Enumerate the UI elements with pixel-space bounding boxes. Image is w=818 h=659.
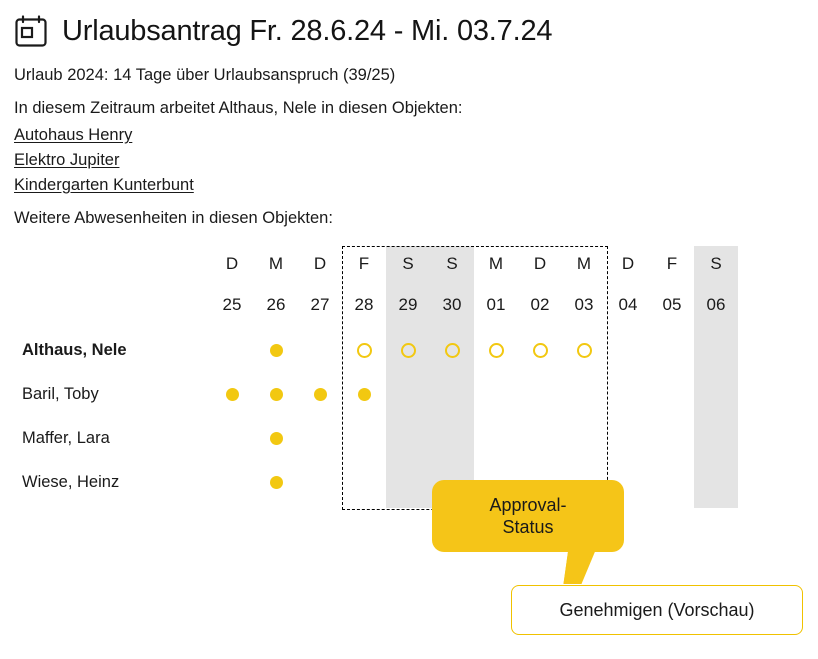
- absence-cell[interactable]: [474, 416, 518, 460]
- absence-cell[interactable]: [386, 372, 430, 416]
- absence-cell[interactable]: [606, 328, 650, 372]
- info-section: [0, 48, 818, 228]
- objects-intro-text: In diesem Zeitraum arbeitet Althaus, Nele in diesen Objekten:: [14, 99, 463, 117]
- absence-cell[interactable]: [650, 328, 694, 372]
- weekday-label-2: D: [313, 254, 327, 273]
- absence-marker-pending: [357, 343, 372, 358]
- absence-cell[interactable]: [694, 460, 738, 504]
- page-title: Urlaubsantrag Fr. 28.6.24 - Mi. 03.7.24: [62, 14, 553, 47]
- weekday-label-9: D: [621, 254, 635, 273]
- absence-marker-approved: [270, 388, 283, 401]
- weekday-label-7: D: [533, 254, 547, 273]
- day-number-7: 02: [530, 295, 550, 314]
- day-number-6: 01: [486, 295, 506, 314]
- absences-intro-text: Weitere Abwesenheiten in diesen Objekten:: [14, 209, 333, 227]
- person-name: Baril, Toby: [22, 385, 99, 403]
- day-number-2: 27: [310, 295, 330, 314]
- absence-cell[interactable]: [210, 328, 254, 372]
- object-link-elektro-jupiter[interactable]: Elektro Jupiter: [14, 151, 120, 169]
- absence-cell[interactable]: [430, 416, 474, 460]
- absence-cell[interactable]: [650, 416, 694, 460]
- absence-marker-pending: [445, 343, 460, 358]
- callout-line-2: Status: [502, 517, 554, 537]
- day-number-8: 03: [574, 295, 594, 314]
- weekday-label-10: F: [666, 254, 678, 273]
- absence-cell[interactable]: [650, 372, 694, 416]
- absence-cell[interactable]: [518, 372, 562, 416]
- absence-marker-pending: [533, 343, 548, 358]
- day-number-3: 28: [354, 295, 374, 314]
- absence-cell[interactable]: [518, 416, 562, 460]
- page-header: [0, 0, 818, 48]
- absence-marker-pending: [577, 343, 592, 358]
- absence-cell[interactable]: [430, 328, 474, 372]
- absence-cell[interactable]: [254, 416, 298, 460]
- person-name: Althaus, Nele: [22, 341, 127, 359]
- day-number-4: 29: [398, 295, 418, 314]
- weekday-label-6: M: [488, 254, 504, 273]
- absence-cell[interactable]: [562, 372, 606, 416]
- weekday-label-8: M: [576, 254, 592, 273]
- absence-cell[interactable]: [298, 416, 342, 460]
- weekday-label-4: S: [402, 254, 414, 273]
- day-number-5: 30: [442, 295, 462, 314]
- absence-cell[interactable]: [386, 460, 430, 504]
- absence-calendar: [0, 246, 818, 536]
- absence-marker-pending: [401, 343, 416, 358]
- absence-marker-approved: [270, 344, 283, 357]
- day-number-0: 25: [222, 295, 242, 314]
- absence-marker-approved: [314, 388, 327, 401]
- weekday-label-0: D: [225, 254, 239, 273]
- approval-status-callout: [432, 480, 624, 552]
- absence-cell[interactable]: [342, 416, 386, 460]
- absence-cell[interactable]: [518, 328, 562, 372]
- day-number-11: 06: [706, 295, 726, 314]
- calendar-icon: [14, 14, 48, 48]
- weekday-label-1: M: [268, 254, 284, 273]
- callout-line-1: Approval-: [489, 494, 567, 515]
- absence-marker-approved: [270, 432, 283, 445]
- absence-cell[interactable]: [694, 372, 738, 416]
- person-name: Maffer, Lara: [22, 429, 110, 447]
- absence-cell[interactable]: [298, 460, 342, 504]
- absence-cell[interactable]: [210, 372, 254, 416]
- weekday-label-11: S: [710, 254, 722, 273]
- calendar-grid: [14, 246, 818, 504]
- object-list: [14, 126, 818, 195]
- person-name: Wiese, Heinz: [22, 473, 120, 491]
- day-number-1: 26: [266, 295, 286, 314]
- object-link-autohaus-henry[interactable]: Autohaus Henry: [14, 126, 133, 144]
- callout-text: [489, 494, 566, 539]
- absence-marker-pending: [489, 343, 504, 358]
- day-number-9: 04: [618, 295, 638, 314]
- absence-marker-approved: [270, 476, 283, 489]
- vacation-quota-text: Urlaub 2024: 14 Tage über Urlaubsanspruch (39/25): [14, 66, 396, 84]
- absence-cell[interactable]: [342, 328, 386, 372]
- absence-cell[interactable]: [254, 328, 298, 372]
- absence-cell[interactable]: [562, 416, 606, 460]
- absence-cell[interactable]: [430, 372, 474, 416]
- absence-cell[interactable]: [210, 460, 254, 504]
- absence-cell[interactable]: [474, 328, 518, 372]
- absence-cell[interactable]: [254, 460, 298, 504]
- approve-preview-button[interactable]: [511, 585, 803, 635]
- absence-cell[interactable]: [210, 416, 254, 460]
- absence-cell[interactable]: [342, 460, 386, 504]
- approve-preview-button-label: Genehmigen (Vorschau): [559, 599, 755, 620]
- absence-cell[interactable]: [650, 460, 694, 504]
- absence-cell[interactable]: [298, 372, 342, 416]
- day-number-10: 05: [662, 295, 682, 314]
- absence-cell[interactable]: [606, 416, 650, 460]
- absence-cell[interactable]: [386, 416, 430, 460]
- absence-cell[interactable]: [694, 416, 738, 460]
- absence-cell[interactable]: [386, 328, 430, 372]
- weekday-label-5: S: [446, 254, 458, 273]
- absence-cell[interactable]: [342, 372, 386, 416]
- object-link-kindergarten-kunterbunt[interactable]: Kindergarten Kunterbunt: [14, 176, 194, 194]
- callout-tail: [563, 548, 596, 584]
- absence-cell[interactable]: [562, 328, 606, 372]
- absence-marker-approved: [226, 388, 239, 401]
- absence-cell[interactable]: [298, 328, 342, 372]
- absence-cell[interactable]: [694, 328, 738, 372]
- absence-cell[interactable]: [254, 372, 298, 416]
- absence-cell[interactable]: [474, 372, 518, 416]
- absence-marker-approved: [358, 388, 371, 401]
- weekday-label-3: F: [358, 254, 370, 273]
- absence-cell[interactable]: [606, 372, 650, 416]
